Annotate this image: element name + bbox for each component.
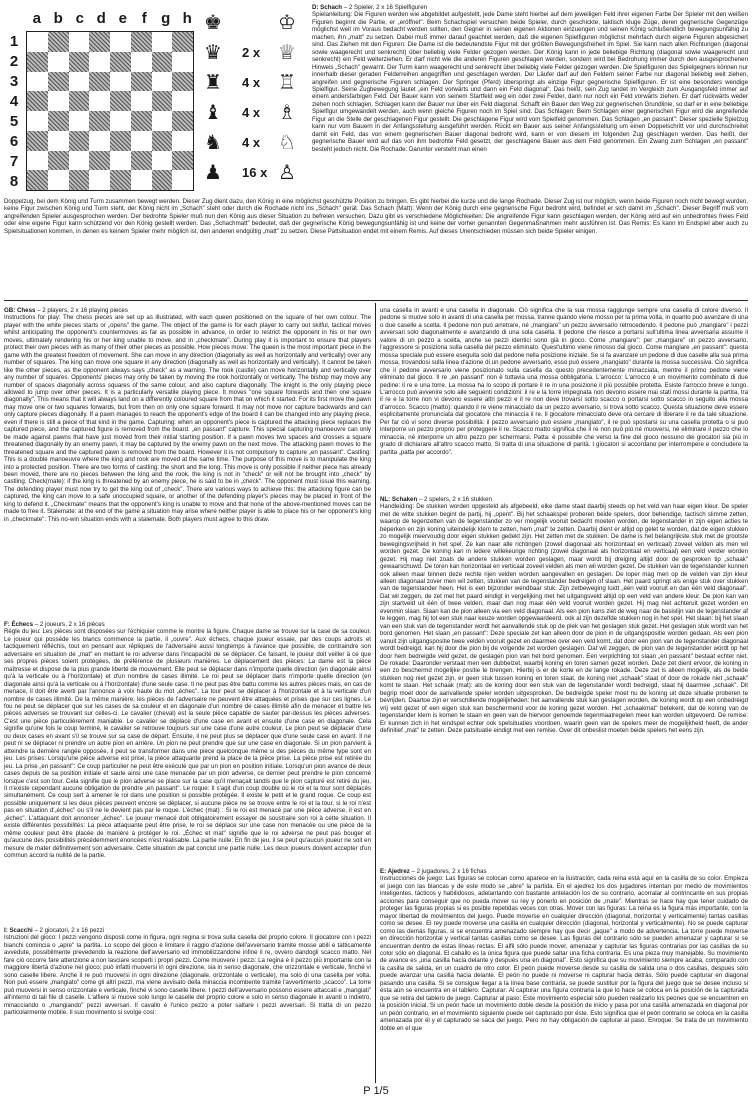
section-body-continued: Doppelzug, bei dem König und Turm zusammen bewegt werden. Dieser Zug dient dazu, den König in eine möglichst geschützte Position zu bringen. Es gibt hierbei die kurze und die lange Rochade. Dieser Zug ist nur möglich, wenn beide Figuren noch nicht bewegt wurden, keine Figur zwischen König und Turm steht, der König nicht im „Schach" steht oder durch die Rochade nicht ins „Schach" gerät. Das Schach (Matt): Wenn der König durch eine gegnerische Figur bedroht wird, befindet er sich damit im „Schach". Dieser Begriff muß vom angreifenden Spieler ausgesprochen werden. Der bedrohte Spieler muß nun den König aus dieser Situation zu befreien versuchen. Dazu gibt es verschiedene Möglichkeiten: Die angreifende Figur kann geschlagen werden, der König wird auf ein unbedrohtes freies Feld oder eine eigene Figur kann schützend vor den König gestellt werden. Das „Schachmatt" bedeutet, daß der gegnerische König bewegungsunfähig ist und keine der vorher genannten Gegenmaßnahmen mehr ausführen ist. Das Remis: Es kann im Endspiel aber auch zu Spielsituationen kommen, in denen es keinem Spieler mehr möglich ist, den anderen endgültig „matt" zu setzen. Diese Pattsituation endet mit einem Remis. Auf dieses Unentschieden müssen sich beide Spieler einigen.	[4, 198, 748, 235]
bishop-icon: ♗	[278, 102, 296, 124]
section-heading: GB: Chess	[4, 307, 36, 314]
section-french	[4, 621, 371, 860]
board-square	[131, 52, 152, 72]
board-square	[110, 151, 131, 171]
section-body: Handleiding: De stukken worden opgesteld als afgebeeld, elke dame staat daarbij steeds op het veld van haar eigen kleur. De speler met de witte stukken begint de partij, hij „opent". Bij het schaakspel proberen beide spelers, door behendige, tactisch slimme zetten, waarop de tegenzetten van de tegenstander zo ver mogelijk vooruit bedacht moeten worden, de tegenstander in zijn eigen acties te beperken en zijn koning uiteindelijk klem te zetten, hem „mat" te zetten. Daarbij dient er altijd op gelet te worden, dat de eigen stukken zo mogelijk meervoudig door eigen stukken gedekt zijn. Het zetten met de stukken: De dame is het belangrijkste stuk met de grootste bewegingsvrijheid in het spel. Ze kan naar alle richtingen (zowel diagonaal als horizontaal en verticaal) zoveel velden als men wil worden gezet. De koning kan in iedere willekeurige richting (zowel diagonaal als horizontaal en verticaal) een veld verder worden gezet. Hij mag niet zoals de andere stukken worden geslagen, maar wordt bij dreiging altijd door de gesproken tip „schaak" gewaarschuwd. De toren kan horizontaal en verticaal zoveel velden als men wil worden gezet. De stukken van de tegenstander kunnen ook alleen maar binnen deze rechte rijen velden worden aangevallen en geslagen. De loper mag men op de velden van zijn kleur alleen diagonaal zover men wil zetten, stukken van de tegenstander bedreigen of slaan. Het paard springt als enige stuk over stukken van de tegenstander heen. Het is een bijzonder wendbaar stuk. Zijn zetbeweging luidt „één veld vooruit en dan één veld diagonaal". Dat wil zeggen, de zet met het paard eindigt in vergelijking met het uitgangsveld altijd op een veld van andere kleur. De pion kan van zijn startveld uit één of twee velden, maar dan nog maar één veld vooruit worden gezet. Hij mag niet achteruit gezet worden en evenmin slaan. Slaan kan de pion alleen via een veld diagonaal. Als een pion kans ziet de weg naar de basislijn van de tegenstander af te leggen, mag hij tot een stuk naar keuze worden opgewaardeerd, ook al zijn dezelfde stukken nog in het spel. Het slaan: bij het slaan van een stuk van de tegenstander wordt het aanvallende stuk op de plek van het geslagen stuk gezet. Het geslagen stuk wordt van het bord genomen. Het slaan „en passant": Deze speciale zet kan alleen door de pion in de uitgangspositie worden gedaan. Als een pion vanuit zijn uitgangspositie twee velden vooruit gezet en daarmee over een veld komt, dat door een pion van de tegenstander diagonaal wordt bedreigd, kan hij door die pion bij de volgende zet worden geslagen. Dat wil zeggen, de pion van de tegenstander wordt op het door hem bedreigde veld gezet, de geslagen pion van het bord genomen. Een verplichting tot slaan „en passant" bestaat echter niet. De rokade: Daaronder verstaat men een dubbelzet, waarbij koning en toren samen gezet worden. Deze zet dient ervoor, de koning in een zo beschermd mogelijke positie te brengen. Hierbij is er de korte en de lange rokade. Deze zet is alleen mogelijk, als de beide stukken nog niet gezet zijn, er geen stuk tussen koning en toren staat, de koning niet „schaak" staat of door de rokade niet „schaak" komt te staan. Het schaak (mat): als de koning door een stuk van de tegenstander wordt bedreigd, staat hij daarmee „schaak". Dit begrip moet door de aanvallende speler worden uitgesproken. De bedreigde speler moet nu de koning uit deze situatie proberen te bevrijden. Daartoe zijn er verschillende mogelijkheden: het aanvallende stuk kan geslagen worden, de koning wordt op een onbedreigd vrij veld gezet of een eigen stuk kan beschermend voor de koning gezet worden. Het „schaakmat" betekent, dat de koning van de tegenstander klem is komen te staan en geen van de hiervoor genoemde tegenmaatregelen meer kan worden uitgevoerd. De remise: Er kunnen zich in het eindspel echter ook spelsituaties voordoen, waarin geen van de spelers meer de mogelijkheid heeft, de ander definitief „mat" te zetten. Deze patsituatie eindigt met een remise. Over dit onbeslist moeten beide spelers het eens zijn.	[380, 503, 749, 735]
board-square	[27, 111, 48, 131]
section-heading: E: Ajedrez	[380, 868, 410, 875]
section-body: Spielanleitung: Die Figuren werden wie abgebildet aufgestellt, jede Dame steht hierbei auf dem jeweiligen Feld ihrer eigenen Farbe Der Spieler mit den weißen Figuren beginnt die Partie, er „eröffnet". Beim Schachspiel versuchen beide Spieler, durch geschickte, taktisch kluge Züge, deren gegnerische Gegenzüge möglichst weit im Voraus bedacht werden sollten, den Gegner in seinen eigenen Aktionen einzuengen und seinen König schlußendlich bewegungsunfähig zu machen, ihn „matt" zu setzen. Dabei muß immer darauf geachtet werden, daß die eigenen Spielfiguren möglichst mehrfach durch eigene Figuren abgesichert sind. Das Ziehen mit den Figuren: Die Dame ist die bedeutendste Figur mit der größten Bewegungsfreiheit im Spiel. Sie kann nach allen Richtungen (diagonal sowie waagerecht und senkrecht) über beliebig viele Felder gezogen werden. Der König kann in jede beliebige Richtung (diagonal sowie waagerecht und senkrecht) ein Feld weiterziehen. Er darf nicht wie die anderen Figuren geschlagen werden, sondern wird bei Bedrohung immer durch den ausgesprochenen Hinweis „Schach" gewarnt. Der Turm kann waagerecht und senkrecht über beliebig viele Felder gezogen werden. Die Spielfiguren des Spielgegners können nur innerhalb dieser geraden Felderreihen angegriffen und geschlagen werden. Der Läufer darf auf den Feldern seiner Farbe nur diagonal beliebig weit ziehen, angreifen und gegnerische Figuren schlagen. Der Springer (Pferd) überspringt als einzige Figur gegnerische Spielfiguren. Er ist eine besonders wendige Spielfigur. Seine Zugbewegung lautet „ein Feld vorwärts und dann ein Feld diagonal". Das heißt, sein Zug landet im Vergleich zum Ausgangsfeld immer auf einem andersfarbigen Feld. Der Bauer kann von seinem Startfeld weg ein oder zwei Felder, dann nur noch ein Feld vorwärts ziehen. Er darf rückwärts weder ziehen noch schlagen. Schlagen kann der Bauer nur über ein Feld diagonal. Schafft ein Bauer den Weg zur gegnerischen Grundlinie, so darf er in eine beliebige Spielfigur umgewandelt werden, auch wenn gleiche Figuren noch im Spiel sind. Das Schlagen: Beim Schlagen einer gegnerischen Figur wird die angreifende Figur an die Stelle der geschlagenen Figur gestellt. Die geschlagene Figur wird vom Spielfeld genommen. Das Schlagen „en passant": Dieser spezielle Spielzug kann nur vom Bauern in der Anfangsstellung ausgeführt werden. Rückt ein Bauer aus seiner Anfangsstellung um einen Doppelschritt vor und durchschreitet damit ein Feld, das von einem gegnerischen Bauer diagonal bedroht wird, kann er von diesem im folgenden Zug geschlagen werden. Das heißt, der gegnerische Bauer wird auf das von ihm bedrohte Feld gesetzt, der geschlagene Bauer aus dem Feld genommen. Ein Zwang zum Schlagen „en passant" besteht jedoch nicht. Die Rochade: Darunter versteht man einen	[312, 11, 748, 153]
board-square	[27, 131, 48, 151]
piece-count: 2 x	[242, 45, 261, 60]
board-square	[110, 170, 131, 190]
file-label: g	[161, 10, 171, 27]
board-square	[89, 151, 110, 171]
piece-row	[204, 12, 304, 34]
section-english	[4, 307, 371, 523]
horizontal-divider	[4, 300, 748, 301]
board-square	[131, 32, 152, 52]
section-body: Instructions for play: The chess pieces are set up as illustrated, with each queen positioned on the square of her own colour. The player with the white pieces starts or „opens" the game. The object of the game is for each player to carry out skilful, tactical moves whilst anticipating the opponent's countermoves as far as possible in advance, in order to restrict the opponent in his or her own moves, ultimately rendering his or her king unable to move, and in „checkmate". During play it is important to ensure that players protect their own pieces with as many of their other pieces as possible. How pieces move: The queen is the most important piece in the game with the greatest freedom of movement. She can move in any direction (diagonally as well as horizontally and vertically) over any number of squares. The king can move one square in any direction (diagonally as well as horizontally and vertically). It cannot be taken like the other pieces, as the opponent always says „check" as a warning. The rook (castle) can move horizontally and vertically over any number of squares. Opponents' pieces may only be taken by moving the rook horizontally or vertically. The bishop may move any number of spaces diagonally across squares of the same colour, and also capture diagonally. The knight is the only playing piece allowed to jump over other pieces. It is a particularly versatile playing piece. It moves "one square forwards and then one square diagonally". This means that it will always land on a differently coloured square from that on which it started. For its first move the pawn may move one or two squares forwards, but from then on only one square forward. It may not move nor capture backwards and can only capture pieces diagonally. If a pawn manages to reach the opponent's edge of the board it can be changed into any playing piece, even if there is still a piece of that kind in the game. Capturing: when an opponent's piece is captured the attacking piece replaces the captured piece, and the captured figure is removed from the board. „en passant" capture: This special capturing manoeuvre can only be made against pawns that have just moved from their initial starting position. If a pawn moves two spaces and crosses a square threatened diagonally by an enemy pawn, it may be captured by the enemy pawn on the next move. The attacking pawn moves to the threatened square and the captured pawn is removed from the board. However it is not compulsory to capture „en passant". Castling: This is a double manoeuvre where the king and rook are moved at the same time. The purpose of this move is to manipulate the king into a protected position. There are two forms of castling: the short and the long. This move is only possible if neither piece has already been moved, there are no pieces between the king and the rook, the king is not in "check" or will not be brought into „check" by castling. Check(mate): if the king is threatened by an enemy piece, he is said to be in „check". The opponent must issue this warning. The defending player must now try to get the king out of „check". There are various ways to achieve this: the attacking figure can be captured, the king can move to a safe unoccupied square, or another of the defending player's pieces may be placed in front of the king to defend it. „Checkmate" means that the opponent's king is unable to move and that none of the above-mentioned moves can be made to free it. Stalemate: at the end of the game a situation may arise where neither player is able to place his or her opponent's king in „checkmate". This no-win situation ends with a stalemate. Both players must agree to this draw.	[4, 314, 371, 523]
board-square	[48, 32, 69, 52]
section-subtitle: – 2 jugadores, 2 x 16 fichas	[409, 868, 487, 875]
chessboard-diagram	[4, 4, 199, 194]
section-subtitle: – 2 Spieler, 2 x 16 Spielfiguren	[342, 4, 428, 11]
board-square	[152, 91, 173, 111]
board-square	[27, 52, 48, 72]
board-square	[110, 52, 131, 72]
rank-label: 7	[9, 152, 19, 170]
board-square	[48, 72, 69, 92]
board-square	[69, 72, 90, 92]
file-label: b	[53, 10, 63, 27]
board-square	[152, 52, 173, 72]
piece-count: 4 x	[242, 135, 261, 150]
board-square	[110, 72, 131, 92]
page-number: P 1/5	[363, 1085, 389, 1097]
board-square	[89, 131, 110, 151]
file-labels	[26, 10, 198, 28]
board-square	[48, 52, 69, 72]
board-square	[27, 91, 48, 111]
piece-row	[204, 162, 304, 184]
board-square	[69, 151, 90, 171]
board-square	[152, 131, 173, 151]
file-label: e	[118, 10, 127, 27]
rook-icon: ♖	[278, 72, 296, 94]
board-square	[131, 72, 152, 92]
rank-label: 3	[9, 72, 19, 90]
board-square	[110, 111, 131, 131]
board-square	[110, 91, 131, 111]
board-square	[27, 170, 48, 190]
board-square	[48, 131, 69, 151]
rank-label: 8	[9, 172, 19, 190]
chess-setup-figure	[4, 4, 304, 194]
board-square	[89, 52, 110, 72]
board-square	[152, 170, 173, 190]
queen-icon: ♕	[278, 42, 296, 64]
board-square	[69, 91, 90, 111]
board-square	[172, 32, 193, 52]
board-square	[48, 91, 69, 111]
board-square	[69, 131, 90, 151]
board-square	[131, 91, 152, 111]
board-square	[89, 170, 110, 190]
board-square	[48, 111, 69, 131]
rank-labels	[4, 31, 24, 191]
piece-count: 16 x	[242, 165, 268, 180]
file-label: c	[75, 10, 84, 27]
section-italian-continued	[380, 307, 748, 456]
section-body: Règle du jeu: Les pièces sont disposées sur l'échiquier comme le montre la figure. Chaque dame se trouve sur la case de sa couleur. Le joueur qui possède les blancs commence la partie, il „ouvre". Aux échecs, chaque joueur essaie, par des coups adroits et tactiquement réfléchis, tout en pensant aux répliques de l'adversaire aussi longtemps à l'avance que possible, de contraindre son adversaire en situation de „mat" en mettant le roi adverse dans l'incapacité de se déplacer. Ce faisant, le joueur doit veiller à ce que ses propres pièces soient protégées, de préférence de plusieurs manières. Le déplacement des pièces: La dame est la pièce maîtresse et dispose de la plus grande liberté de mouvement. Elle peut se déplacer dans n'importe quelle direction (en diagonale ainsi qu'à la verticale ou à l'horizontale) et d'un nombre de cases illimité. Le roi peut se déplacer dans n'importe quelle direction (en diagonale ainsi qu'à la verticale ou à l'horizontale) d'une seule case. Il ne peut pas être battu comme les autres pièces mais, en cas de menace, il doit être averti par l'annonce à voix haute du mot „échec". La tour peut se déplacer à l'horizontale et à la verticale d'un nombre de cases illimité. De la même manière, les pièces de l'adversaire ne peuvent être attaquées et prises que sur ces lignes. Le fou ne peut se déplacer que sur les cases de sa couleur et en diagonale d'un nombre de cases illimité afin de menacer et battre les pièces adverses se trouvant sur celles-ci. Le cavalier (cheval) est la seule pièce capable de sauter par-dessus les pièces adverses. C'est une pièce particulièrement maniable. Le cavalier se déplace d'une case en avant et ensuite d'une case en diagonale. Cela signifie qu'une fois le coup terminé, le cavalier se retrouve toujours sur une case d'une autre couleur. Le pion peut se déplacer d'une ou deux cases en avant s'il se trouve sur sa case de départ. Ensuite, il ne peut plus se déplacer que d'une seule case en avant. Il ne peut ni se déplacer ni prendre un autre pion en arrière. Un pion ne peut prendre que sur une case en diagonale. Si un pion parvient à atteindre la dernière rangée opposée, il peut se transformer dans une pièce quelconque même si des pièces du même type sont en jeu. Les prises: Lorsqu'une pièce adverse est prise, la pièce attaquante prend la place de la pièce prise. La pièce prise est retirée du jeu. La prise „en passant": Ce coup particulier ne peut être exécuté que par un pion en position initiale. Lorsqu'un pion avance de deux cases depuis de sa position initiale et saute ainsi une case menacée par un pion adverse, ce dernier peut prendre le pion concerné lorsque c'est son tour. Cela signifie que le pion adverse se place sur la case qu'il menaçait tandis que le pion capturé est retiré du jeu. Il n'existe cependant aucune obligation de prendre „en passant". Le roque: Il s'agit d'un coup double où le roi et la tour sont déplacés simultanément. Ce coup sert à amener le roi dans une position si possible protégée. Il existe le petit et le grand roque. Ce coup est possible uniquement si les deux pièces peuvent encore se déplacer, si aucune pièce ne se trouve entre le roi et la tour, si le roi n'est pas en situation d'„échec" ou s'il ne le devient pas par le roque. L'échec (mat) : Si le roi est menacé par une pièce adverse, il est en „échec". L'attaquant doit annoncer „échec". Le joueur menacé doit obligatoirement essayer de soustraire son roi à cette situation. Il existe différentes possibilités: La pièce attaquante peut être prise, le roi se déplace sur une case non menacée ou une pièce de la même couleur peut être placée de manière à protéger le roi. „Échec et mat" signifie que le roi adverse ne peut pas bouger et qu'aucune des possibilités précédemment énoncées n'est réalisable. La partie nulle: En fin de jeu, il se peut qu'aucun joueur ne soit en mesure de mater définitivement son adversaire. Cette situation de pat conclut une partie nulle. Les deux joueurs doivent accepter d'un commun accord la nullité de la partie.	[4, 628, 371, 860]
pawn-icon: ♙	[278, 162, 296, 184]
board-square	[172, 170, 193, 190]
board-square	[172, 52, 193, 72]
file-label: d	[96, 10, 106, 27]
section-subtitle: – 2 spelers, 2 x 16 stukken	[417, 496, 492, 503]
section-heading: I: Scacchi	[4, 927, 33, 934]
board-square	[131, 170, 152, 190]
rook-icon: ♜	[204, 72, 222, 94]
knight-icon: ♞	[204, 132, 222, 154]
section-body: Instrucciones de juego: Las figuras se colocan como aparece en la ilustración, cada reina está aquí en la casilla de su color. Empieza el juego con las blancas y de este modo se „abre" la partida. En el ajedrez los dos jugadores intentan por medio de movimientos inteligentes, tácticos y habilidosos, adelantando con bastante antelación los de su contrario, acorralar al contrincante en sus propias acciones para conseguir que no pueda mover su rey y ponerlo en posición de „mate". Mientras se hace hay que tener cuidado de proteger las figuras propias si es posible repetidas veces con otras. Mover con las figuras: La reina es la figura más importante, con la mayor libertad de movimientos del juego. Puede moverse en cualquier dirección (diagonal, horizontal y verticalmente) tantas casillas como se desee. El rey puede moverse una casilla en cualquier dirección (diagonal, horizontal y verticalmente). No se puede capturar como las demás figuras, si se encuentra amenazado siempre hay que decir „jaque" a modo de advertencia. La torre puede moverse en dirección horizontal y vertical tantas casillas como se desee. Las figuras del contrario sólo se pueden amenazar y capturar si se encuentran dentro de estas líneas rectas. El alfil sólo puede mover, amenazar y capturar las figuras contrarias por las casillas de su color sólo en diagonal. El caballo es la única figura que puede saltar una ficha contraria. Es una pieza muy manejable. Su movimiento de avance es „una casilla hacia delante y después una en diagonal". Esto significa que su movimiento siempre acaba, comparado con la casilla de salida, en un cuadro de otro color. El peón puede moverse desde su casilla de salida una o dos casillas, después sólo puede avanzar una casilla hacia delante. El peón no puede ni moverse ni capturar hacia detrás. Sólo puede capturar en diagonal pasando una casilla. Si se consigue llegar a la línea base contraria, se puede sustituir por la figura del juego que se desee incluso si ésta aún se encuentra en el tablero. Capturar: Al capturar una figura contraria la que lo hace se coloca en la posición de la capturada que se retira del tablero de juego. Capturar al paso: Este movimiento especial sólo pueden realizarlo los peones que se encuentren en la posición inicial. Si un peón hace un movimiento doble desde la posición de inicio y pasa por una casilla amenazada en diagonal por un peón contrario, en el movimiento siguiente puede ser capturado por éste. Esto significa que el peón contrario se coloca en la casilla amenazada por él y el capturado se saca del juego. Pero no hay obligación de capturar al paso. Enroque: Se trata de un movimiento doble en el que	[380, 875, 748, 1032]
queen-icon: ♛	[204, 42, 222, 64]
board-square	[89, 91, 110, 111]
board-square	[131, 131, 152, 151]
board-square	[69, 32, 90, 52]
board-square	[152, 32, 173, 52]
file-label: f	[141, 10, 147, 27]
board-square	[69, 111, 90, 131]
board-square	[69, 52, 90, 72]
pawn-icon: ♟	[204, 162, 222, 184]
section-subtitle: – 2 joueurs, 2 x 16 pièces	[33, 621, 105, 628]
board-square	[48, 170, 69, 190]
board-square	[172, 91, 193, 111]
board-square	[89, 111, 110, 131]
rank-label: 4	[9, 92, 19, 110]
board-square	[131, 111, 152, 131]
bishop-icon: ♝	[204, 102, 222, 124]
rank-label: 1	[9, 32, 19, 50]
board-square	[172, 72, 193, 92]
section-heading: D: Schach	[312, 4, 343, 11]
board-square	[69, 170, 90, 190]
section-german-continued	[4, 198, 748, 235]
board-square	[152, 72, 173, 92]
piece-count: 4 x	[242, 105, 261, 120]
piece-row	[204, 102, 304, 124]
board-square	[110, 32, 131, 52]
column-divider	[375, 303, 376, 1083]
section-dutch	[380, 496, 748, 735]
rank-label: 5	[9, 112, 19, 130]
rank-label: 6	[9, 132, 19, 150]
file-label: h	[182, 10, 192, 27]
board-square	[152, 111, 173, 131]
board-square	[172, 151, 193, 171]
knight-icon: ♘	[278, 132, 296, 154]
board-square	[89, 72, 110, 92]
board-square	[27, 72, 48, 92]
board-square	[110, 131, 131, 151]
section-subtitle: – 2 giocatori, 2 x 16 pezzi	[32, 927, 105, 934]
king-icon: ♔	[278, 12, 296, 34]
board-square	[48, 151, 69, 171]
section-heading: NL: Schaken	[380, 496, 418, 503]
board-square	[131, 151, 152, 171]
piece-row	[204, 72, 304, 94]
board-square	[152, 151, 173, 171]
board-square	[172, 111, 193, 131]
piece-inventory	[204, 12, 304, 197]
board-square	[89, 32, 110, 52]
chessboard-grid	[26, 31, 194, 191]
piece-count: 4 x	[242, 75, 261, 90]
board-square	[27, 151, 48, 171]
king-icon: ♚	[204, 12, 222, 34]
section-heading: F: Échecs	[4, 621, 34, 628]
section-body: Istruzioni del gioco: I pezzi vengono disposti come in figura, ogni regina si trova sulla casella del proprio colore. Il giocatore con i pezzi bianchi comincia o „apre" la partita. Lo scopo del gioco è limitare il raggio d'azione dell'avversario tramite mosse abili e tatticamente avvedute, possibilmente prevedendo la reazione dell'avversario ed immobilizzandone infine il re, ovvero dandogli scacco matto. Nel fare ciò occorre fare attenzione a non lasciare scoperti i propri pezzi. Come muovere i pezzi: La regina è il pezzo più importante con la maggiore libertà d'azione nel gioco; può infatti muoversi in ogni direzione, sia in senso diagonale, che orizzontale e verticale, finché vi sono caselle libere. Anche il re può muoversi in ogni direzione (diagonale, orizzontale o verticale), ma solo di una casella per volta. Non può essere „mangiato" come gli altri pezzi, ma viene avvisato della minaccia incombente tramite l'avvertimento „scacco". La torre può muoversi in senso orizzontale e verticale, finché vi sono caselle libere. I pezzi dell'avversario possono essere attaccati e „mangiati" all'interno di tali file di caselle. L'alfiere si muove solo lungo le caselle del proprio colore e solo in senso diagonale in avanti o indietro, minacciando o „mangiando" pezzi avversari. Il cavallo è l'unico pezzo a poter saltare i pezzi avversari. Si tratta di un pezzo particolarmente mobile. Il suo movimento si svolge così:	[4, 934, 371, 1016]
board-square	[172, 131, 193, 151]
board-square	[27, 32, 48, 52]
section-spanish	[380, 868, 748, 1032]
rank-label: 2	[9, 52, 19, 70]
file-label: a	[32, 10, 41, 27]
piece-row	[204, 132, 304, 154]
section-italian	[4, 927, 371, 1016]
section-german	[312, 4, 748, 153]
section-subtitle: – 2 players, 2 x 16 playing pieces	[35, 307, 128, 314]
piece-row	[204, 42, 304, 64]
section-body-continued: una casella in avanti e una casella in diagonale. Ciò significa che la sua mossa raggiunge sempre una casella di colore diverso. Il pedone si muove solo in avanti di una casella per mossa, tranne quando viene mosso per la prima volta, in quanto può avanzare di una o due caselle a scelta. Il pedone non può arretrare, né „mangiare" un pezzo avversario retrocedendo. Il pedone può „mangiare" i pezzi avversari solo diagonalmente e avanzando di una sola casella. Il pedone che riesce a portarsi sull'ultima linea avversaria assume il valore di un pezzo a scelta, anche se pezzi identici sono già in gioco. Come „mangiare": per „mangiare" un pezzo avversario, l'aggressore si posiziona sulla casella del pezzo eliminato. Quest'ultimo viene rimosso dal gioco. Come mangiare „en passant": questa mossa speciale può essere eseguita solo dal pedone nella posizione iniziale. Se si fa avanzare un pedone di due caselle alla sua prima mossa, trovandosi sulla linea d'azione di un pedone avversario, esso può essere „mangiato" durante la mossa successiva. Ciò significa che il pedone avversario viene posizionato sulla casella da questo precedentemente minacciata, mentre il primo pedone viene eliminato dal gioco. Il re „en passant" non è tuttavia una mossa obbligatoria. L'arrocco: L'arrocco è un movimento combinato di due pedine: il re e una torre. La mossa ha lo scopo di portare il re in una posizione il più possibile protetta. Esiste l'arrocco breve e lungo. L'arrocco può avvenire solo alle seguenti condizioni: il re e la torre impegnata non devono essere mai stati mossi durante la partita, tra il re e la torre non vi devono essere altri pezzi e il re non deve trovarsi sotto scacco o portarsi sotto scacco in seguito alla mossa d'arrocco. Scacco (matto): quando il re viene minacciato da un pezzo avversario, si trova sotto scacco. Questa situazione deve essere esplicitamente pronunciata dal giocatore che minaccia il re. Il giocatore minacciato deve ora cercare di liberare il re da tale situazione. Per far ciò vi sono diverse possibilità: il pezzo avversario può essere „mangiato", il re può spostarsi su una casella protetta o si può interporre un pezzo proprio per proteggere il re. Scacco matto significa che il re non può più né muoversi, né eliminare il pezzo che lo minaccia, né interporre un altro pezzo per schermarsi. Patta: è possibile che verso la fine del gioco nessuno dei giocatori sia più in grado di dichiarare all'altro scacco matto. Si tratta di una situazione di parità. I giocatori si accordano per interrompere e concludere la partita „patta per accordo".	[380, 307, 748, 456]
